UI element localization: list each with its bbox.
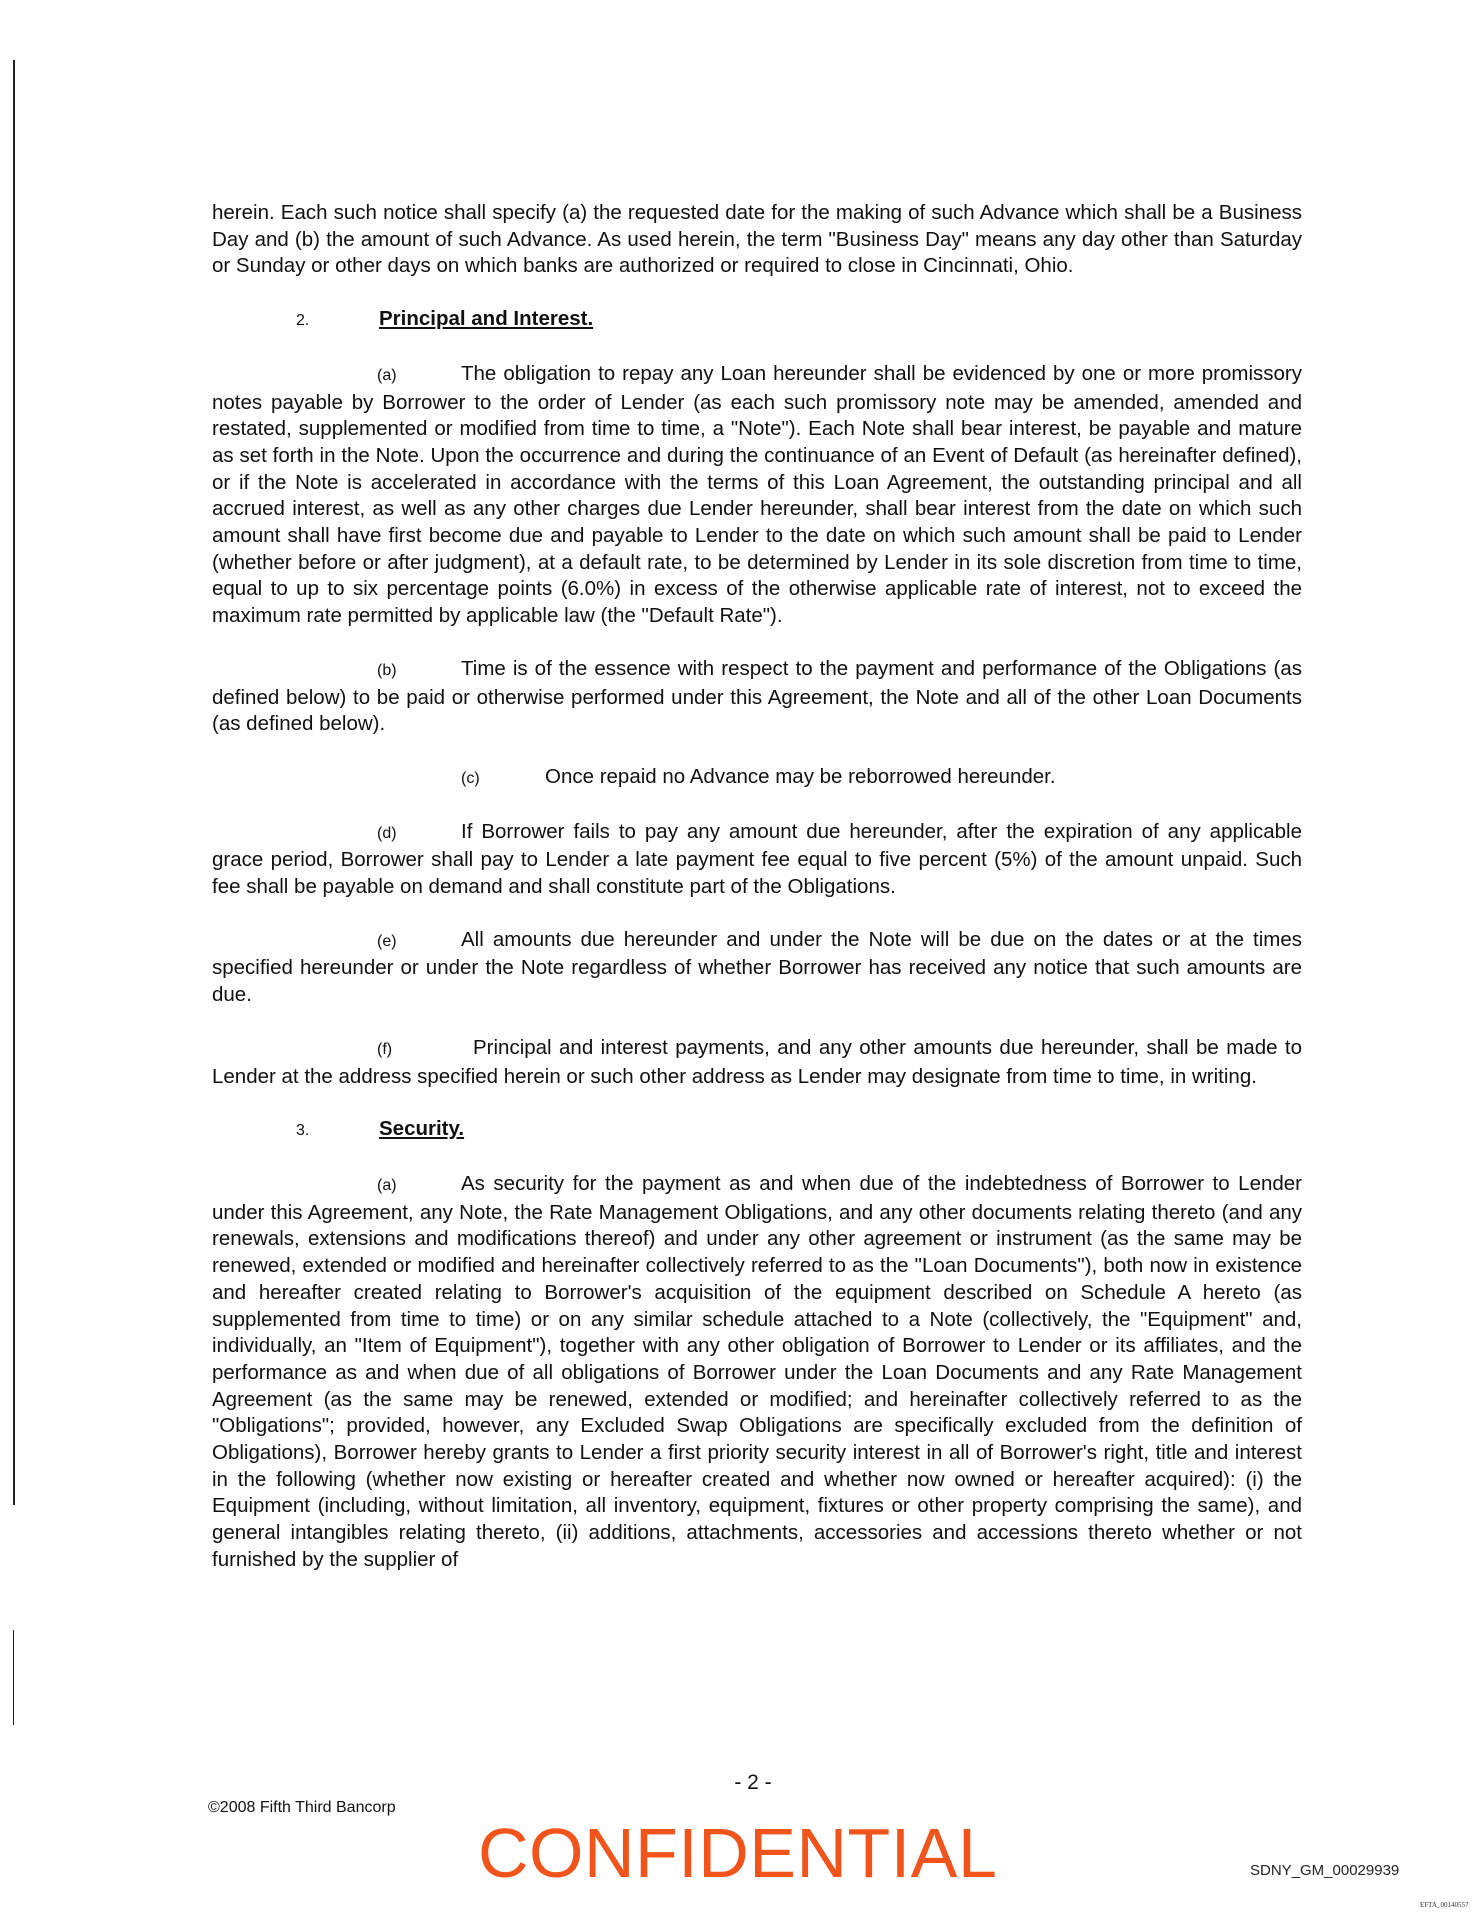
clause-label: (c)	[461, 769, 480, 787]
section-title: Principal and Interest.	[379, 307, 594, 331]
clause-label: (f)	[377, 1040, 393, 1058]
confidential-stamp: CONFIDENTIAL	[478, 1814, 998, 1892]
clause-paragraph	[212, 764, 1302, 793]
intro-paragraph: herein. Each such notice shall specify (a) the requested date for the making of such Advance which shall be a Business Day and (b) the amount of such Advance. As used herein, the term "Business Day" means any day other than Saturday or Sunday or other days on which banks are authorized or required to close in Cincinnati, Ohio.	[212, 201, 1302, 278]
clause-text: Once repaid no Advance may be reborrowed hereunder.	[545, 764, 1056, 788]
efta-number: EFTA_00140557	[1420, 1901, 1469, 1909]
clause-paragraph	[212, 361, 1302, 630]
clause-text: All amounts due hereunder and under the Note will be due on the dates or at the times specified hereunder or under the Note regardless of whether Borrower has received any notice that such amounts are due.	[212, 927, 1302, 1007]
clause-text: As security for the payment as and when due of the indebtedness of Borrower to Lender under this Agreement, any Note, the Rate Management Obligations, and any other documents relating thereto (and any renewals, extensions and modifications thereof) and under any other agreement or instrument (as the same may be renewed, extended or modified and hereinafter collectively referred to as the "Loan Documents"), both now in existence and hereafter created relating to Borrower's acquisition of the equipment described on Schedule A hereto (as supplemented from time to time) or on any similar schedule attached to a Note (collectively, the "Equipment" and, individually, an "Item of Equipment"), together with any other obligation of Borrower to Lender or its affiliates, and the performance as and when due of all obligations of Borrower under the Loan Documents and any Rate Management Agreement (as the same may be renewed, extended or modified; and hereinafter collectively referred to as the "Obligations"; provided, however, any Excluded Swap Obligations are specifically excluded from the definition of Obligations), Borrower hereby grants to Lender a first priority security interest in all of Borrower's right, title and interest in the following (whether now existing or hereafter created and whether now owned or hereafter acquired): (i) the Equipment (including, without limitation, all inventory, equipment, fixtures or other property comprising the same), and general intangibles relating thereto, (ii) additions, attachments, accessories and accessions thereto whether or not furnished by the supplier of	[212, 1171, 1302, 1571]
clause-paragraph	[212, 819, 1302, 901]
clause-label: (e)	[377, 932, 397, 950]
clause-paragraph	[212, 927, 1302, 1009]
clause-text: Principal and interest payments, and any other amounts due hereunder, shall be made to Lender at the address specified herein or such other address as Lender may designate from time to time, in writing.	[212, 1035, 1302, 1088]
clause-paragraph	[212, 656, 1302, 738]
clause-paragraph	[212, 1035, 1302, 1090]
bates-number: SDNY_GM_00029939	[1250, 1862, 1400, 1879]
section-heading	[212, 1116, 1302, 1145]
clause-label: (a)	[377, 1176, 397, 1194]
copyright-notice: ©2008 Fifth Third Bancorp	[208, 1799, 396, 1816]
clause-text: Time is of the essence with respect to the payment and performance of the Obligations (as defined below) to be paid or otherwise performed under this Agreement, the Note and all of the other Loan Documents (as defined below).	[212, 656, 1302, 736]
section-heading	[212, 306, 1302, 335]
page-number: - 2 -	[734, 1771, 772, 1794]
section-title: Security.	[379, 1117, 465, 1141]
clause-text: The obligation to repay any Loan hereunder shall be evidenced by one or more promissory notes payable by Borrower to the order of Lender (as each such promissory note may be amended, amended and restated, supplemented or modified from time to time, a "Note"). Each Note shall bear interest, be payable and mature as set forth in the Note. Upon the occurrence and during the continuance of an Event of Default (as hereinafter defined), or if the Note is accelerated in accordance with the terms of this Loan Agreement, the outstanding principal and all accrued interest, as well as any other charges due Lender hereunder, shall bear interest from the date on which such amount shall have first become due and payable to Lender to the date on which such amount shall be paid to Lender (whether before or after judgment), at a default rate, to be determined by Lender in its sole discretion from time to time, equal to up to six percentage points (6.0%) in excess of the otherwise applicable rate of interest, not to exceed the maximum rate permitted by applicable law (the "Default Rate").	[212, 361, 1302, 628]
scan-edge-line	[13, 60, 15, 1505]
document-body	[212, 200, 1302, 1574]
clause-label: (a)	[377, 366, 397, 384]
clause-paragraph	[212, 1171, 1302, 1574]
clause-text: If Borrower fails to pay any amount due hereunder, after the expiration of any applicable grace period, Borrower shall pay to Lender a late payment fee equal to five percent (5%) of the amount unpaid. Such fee shall be payable on demand and shall constitute part of the Obligations.	[212, 819, 1302, 899]
scan-edge-line	[13, 1630, 14, 1725]
section-number: 3.	[296, 1122, 310, 1140]
section-number: 2.	[296, 312, 310, 330]
clause-label: (b)	[377, 661, 397, 679]
clause-label: (d)	[377, 824, 397, 842]
